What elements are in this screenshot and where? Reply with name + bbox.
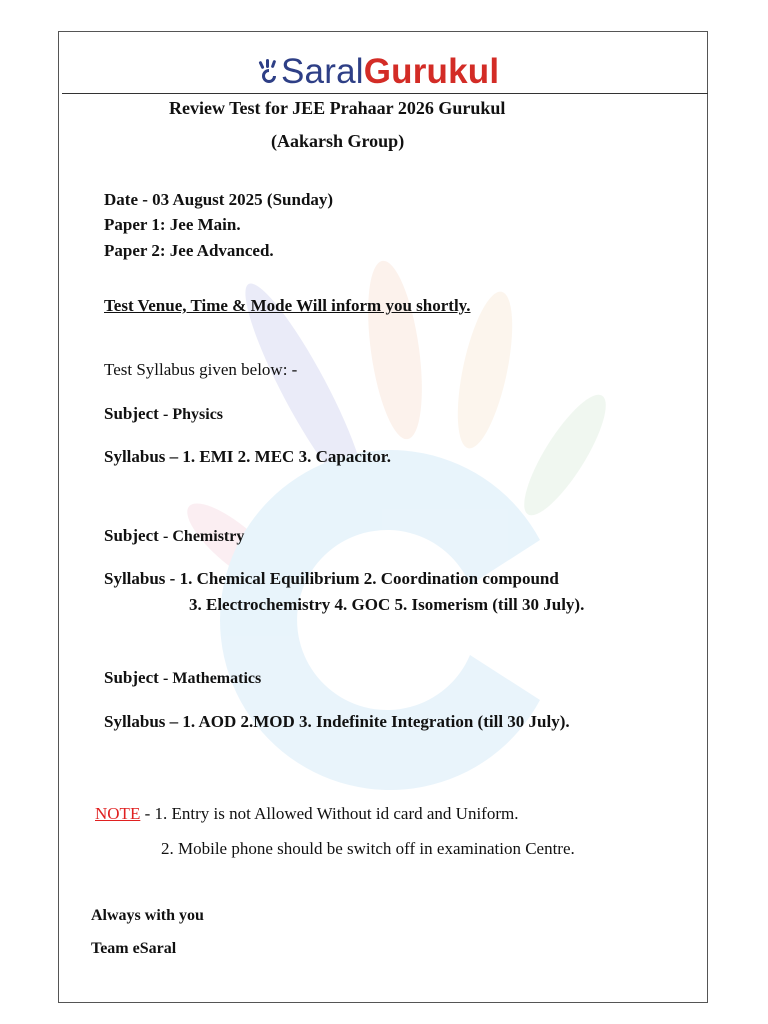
mathematics-subject — [104, 668, 261, 689]
group-name: (Aakarsh Group) — [271, 131, 405, 151]
chemistry-subject-name: - Chemistry — [163, 528, 245, 545]
logo-saral-text: Saral — [281, 52, 364, 91]
syllabus-intro: Test Syllabus given below: - — [104, 360, 298, 379]
signoff-line-2: Team eSaral — [91, 940, 177, 957]
esaral-gurukul-logo — [258, 52, 499, 92]
venue-notice: Test Venue, Time & Mode Will inform you shortly. — [104, 296, 471, 315]
note-label: NOTE — [95, 804, 141, 823]
signoff-line-1: Always with you — [91, 907, 204, 924]
paper-2: Paper 2: Jee Advanced. — [104, 241, 274, 260]
chemistry-subject — [104, 526, 244, 547]
physics-subject-label: Subject — [104, 404, 159, 423]
note-line-1 — [95, 804, 518, 824]
note-text-1: - 1. Entry is not Allowed Without id card and Uniform. — [140, 804, 519, 823]
logo-gurukul-text: Gurukul — [363, 52, 500, 91]
physics-subject — [104, 404, 223, 425]
physics-syllabus: Syllabus – 1. EMI 2. MEC 3. Capacitor. — [104, 447, 391, 466]
chemistry-subject-label: Subject — [104, 526, 159, 545]
chemistry-syllabus-line-1: Syllabus - 1. Chemical Equilibrium 2. Coordination compound — [104, 569, 559, 588]
mathematics-subject-name: - Mathematics — [163, 670, 262, 687]
header-divider — [62, 93, 708, 94]
document-title: Review Test for JEE Prahaar 2026 Gurukul — [169, 98, 506, 118]
exam-date: Date - 03 August 2025 (Sunday) — [104, 190, 334, 209]
hand-logo-icon — [258, 59, 280, 85]
mathematics-subject-label: Subject — [104, 668, 159, 687]
paper-1: Paper 1: Jee Main. — [104, 215, 241, 234]
mathematics-syllabus: Syllabus – 1. AOD 2.MOD 3. Indefinite Integration (till 30 July). — [104, 712, 570, 731]
chemistry-syllabus-line-2: 3. Electrochemistry 4. GOC 5. Isomerism (till 30 July). — [189, 595, 585, 614]
note-line-2: 2. Mobile phone should be switch off in examination Centre. — [161, 839, 575, 858]
physics-subject-name: - Physics — [163, 406, 224, 423]
